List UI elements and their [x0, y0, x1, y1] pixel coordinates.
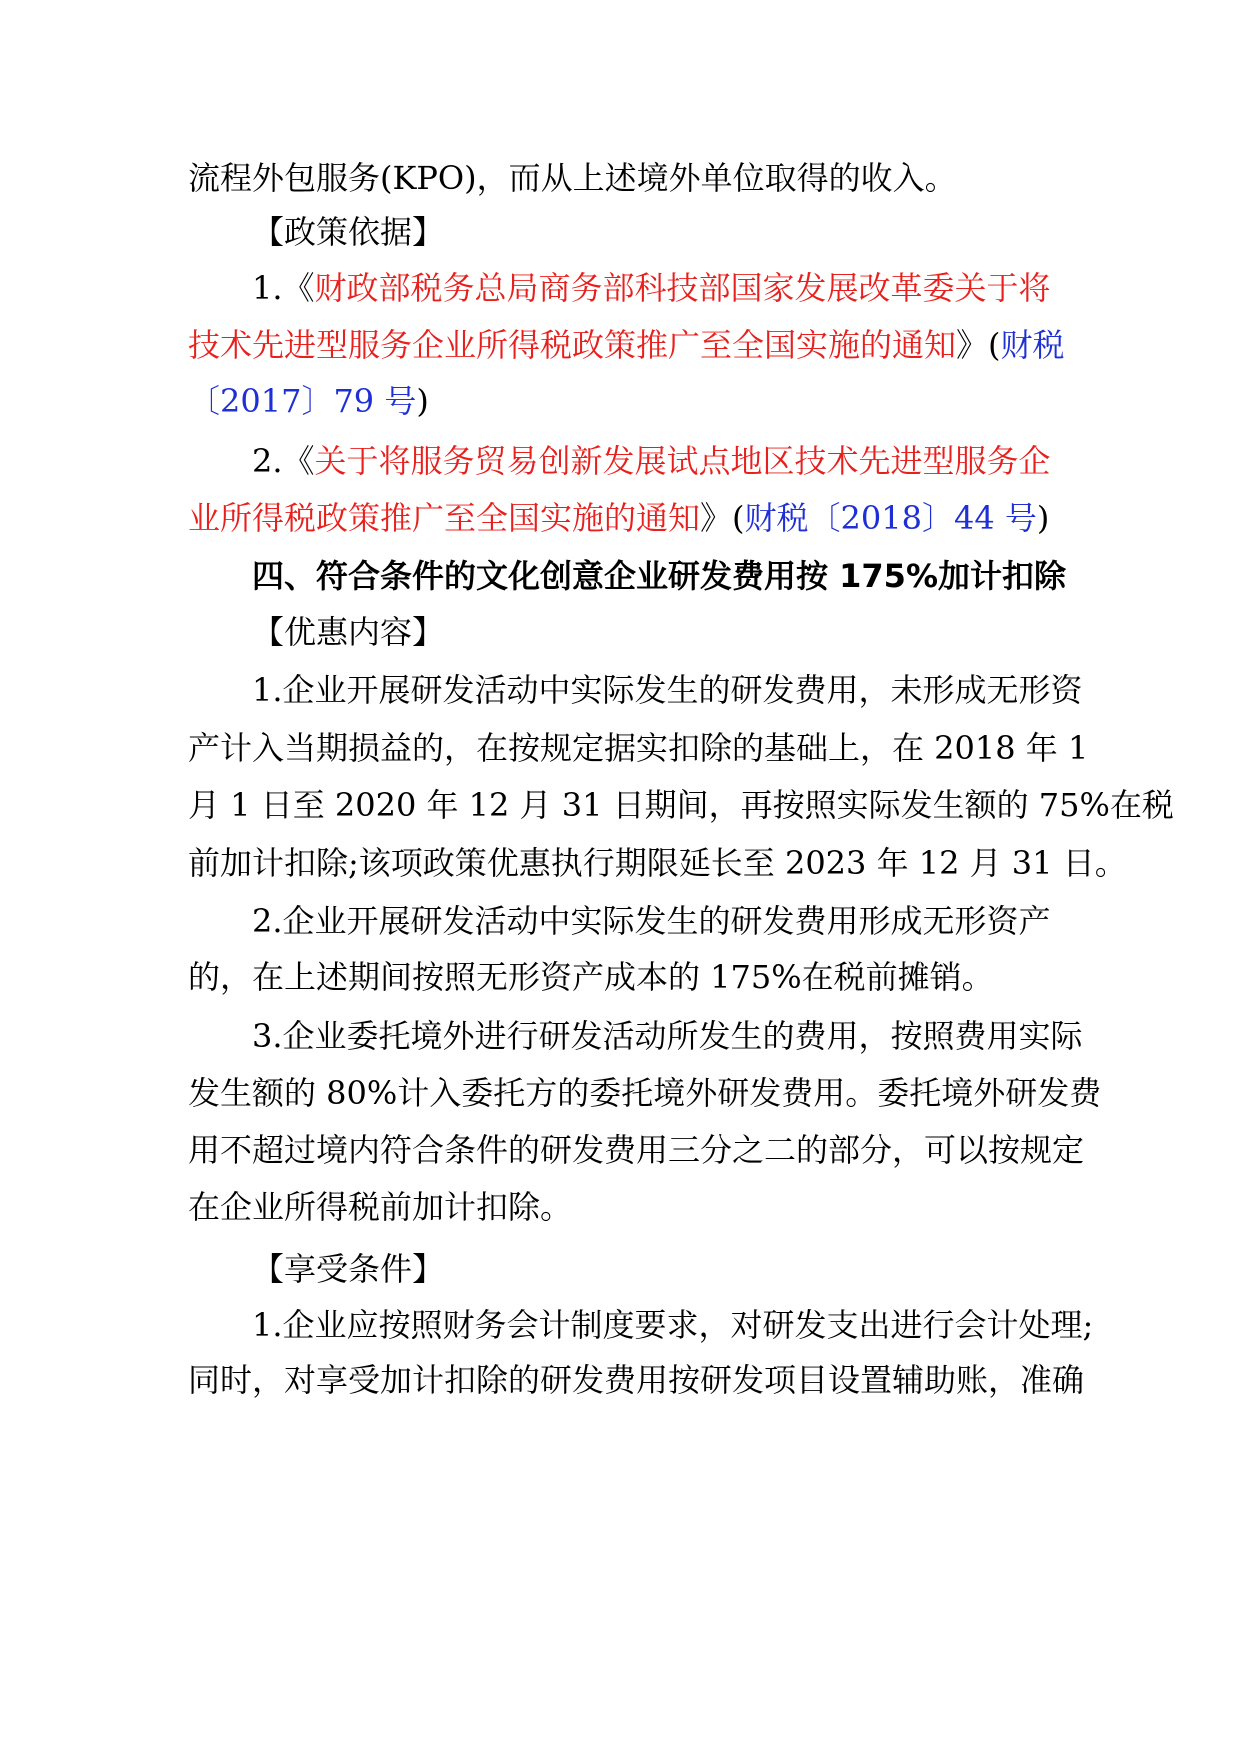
- paragraph-line: 在企业所得税前加计扣除。: [188, 1188, 573, 1226]
- section-heading: 四、符合条件的文化创意企业研发费用按 175%加计扣除: [252, 557, 1067, 595]
- paragraph-line: 的，在上述期间按照无形资产成本的 175%在税前摊销。: [188, 958, 994, 996]
- paragraph-line: 用不超过境内符合条件的研发费用三分之二的部分，可以按规定: [188, 1131, 1085, 1169]
- paragraph-line: 前加计扣除;该项政策优惠执行期限延长至 2023 年 12 月 31 日。: [188, 844, 1127, 882]
- paragraph-line: 同时，对享受加计扣除的研发费用按研发项目设置辅助账，准确: [188, 1361, 1085, 1399]
- doc-number: 〔2017〕79 号: [188, 382, 417, 420]
- paragraph-line: 流程外包服务(KPO)，而从上述境外单位取得的收入。: [188, 159, 957, 197]
- paragraph-line: 2.企业开展研发活动中实际发生的研发费用形成无形资产: [252, 902, 1051, 940]
- section-label-conditions: 【享受条件】: [252, 1250, 445, 1288]
- item-number: 1.《: [252, 269, 315, 307]
- paragraph-line: 3.企业委托境外进行研发活动所发生的费用，按照费用实际: [252, 1017, 1083, 1055]
- section-label-policy-basis: 【政策依据】: [252, 213, 445, 251]
- policy-item-1-line: [252, 268, 1132, 308]
- policy-item-1-line: [188, 325, 1068, 365]
- policy-title-link: 业所得税政策推广至全国实施的通知: [188, 499, 701, 537]
- policy-item-2-line: [252, 441, 1132, 481]
- paragraph-line: 1.企业应按照财务会计制度要求，对研发支出进行会计处理;: [252, 1306, 1094, 1344]
- bracket: 》(: [956, 326, 1001, 364]
- item-number: 2.《: [252, 442, 315, 480]
- policy-item-2-line: [188, 498, 1068, 538]
- policy-item-1-line: [188, 381, 1068, 421]
- policy-title-link: 技术先进型服务企业所得税政策推广至全国实施的通知: [188, 326, 957, 364]
- bracket: ): [1036, 499, 1050, 537]
- doc-number: 财税: [1000, 326, 1065, 364]
- bracket: 》(: [700, 499, 745, 537]
- paragraph-line: 产计入当期损益的，在按规定据实扣除的基础上，在 2018 年 1: [188, 729, 1089, 767]
- policy-title-link: 关于将服务贸易创新发展试点地区技术先进型服务企: [314, 442, 1051, 480]
- section-label-benefit: 【优惠内容】: [252, 613, 445, 651]
- paragraph-line: 月 1 日至 2020 年 12 月 31 日期间，再按照实际发生额的 75%在税: [188, 786, 1174, 824]
- doc-number: 财税〔2018〕44 号: [744, 499, 1037, 537]
- paragraph-line: 发生额的 80%计入委托方的委托境外研发费用。委托境外研发费: [188, 1074, 1102, 1112]
- paragraph-line: 1.企业开展研发活动中实际发生的研发费用，未形成无形资: [252, 671, 1083, 709]
- bracket: ): [416, 382, 429, 420]
- policy-title-link: 财政部税务总局商务部科技部国家发展改革委关于将: [314, 269, 1051, 307]
